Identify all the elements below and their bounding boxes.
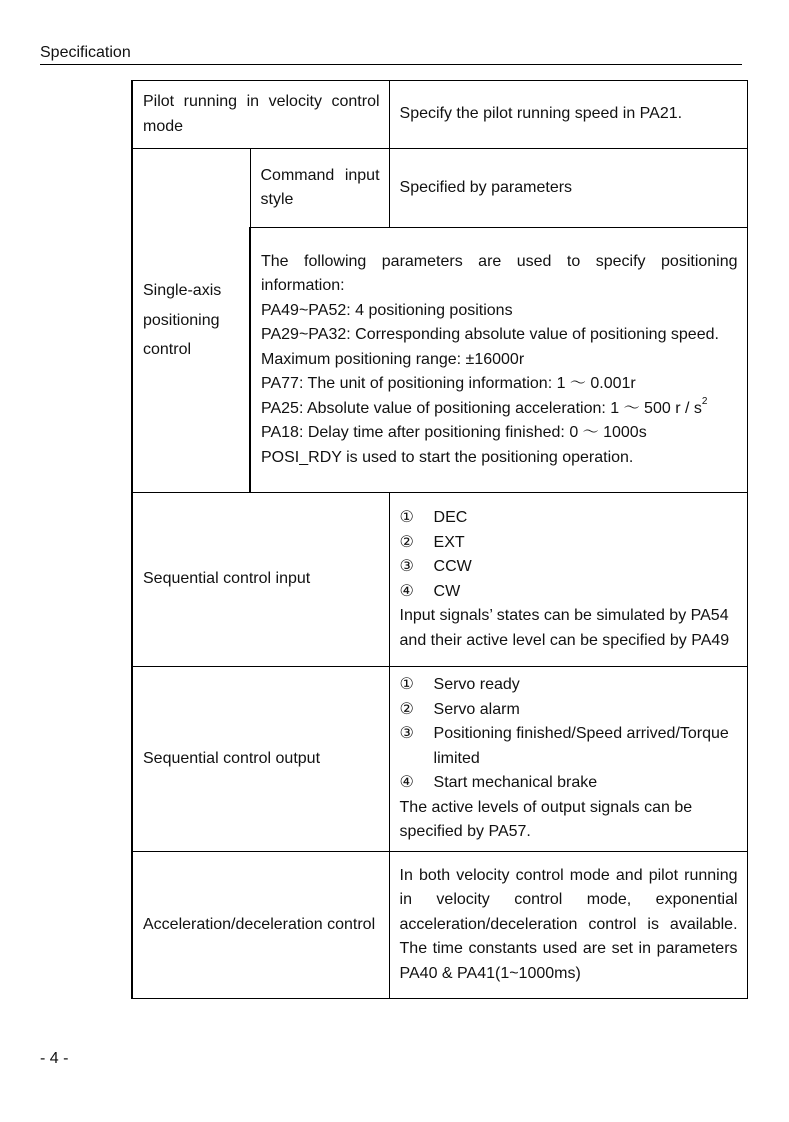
- command-input-style-value: Specified by parameters: [389, 149, 747, 228]
- positioning-line: PA29~PA32: Corresponding absolute value of positioning speed.: [261, 326, 719, 344]
- list-item-text: CCW: [433, 558, 472, 575]
- page-number: - 4 -: [40, 1050, 69, 1067]
- table-row: [132, 149, 747, 228]
- accel-decel-label: Acceleration/deceleration control: [132, 852, 389, 999]
- list-marker: ①: [399, 676, 414, 694]
- command-input-style-label: Command input style: [250, 149, 389, 228]
- list-item-text: Servo alarm: [433, 700, 520, 718]
- header-rule: [40, 64, 742, 65]
- positioning-parameters-cell: [250, 228, 747, 493]
- list-marker: ②: [399, 700, 414, 718]
- positioning-line: Maximum positioning range: ±16000r: [261, 350, 525, 368]
- positioning-line: PA49~PA52: 4 positioning positions: [261, 301, 513, 319]
- positioning-line: PA18: Delay time after positioning finished: 0 ～ 1000s: [261, 424, 647, 442]
- specification-table: [131, 80, 748, 999]
- list-item-text: EXT: [433, 533, 465, 551]
- list-marker: ④: [399, 774, 414, 792]
- list-marker: ③: [399, 725, 414, 743]
- sequential-input-value: [389, 493, 747, 667]
- positioning-line: POSI_RDY is used to start the positioning operation.: [261, 448, 634, 466]
- sequential-output-label: Sequential control output: [132, 667, 389, 852]
- list-item: [400, 698, 738, 723]
- list-marker: ④: [399, 582, 414, 600]
- list-item: [400, 555, 738, 580]
- running-header: Specification: [40, 44, 131, 61]
- list-item: [400, 673, 738, 698]
- accel-decel-value: In both velocity control mode and pilot running in velocity control mode, exponential acceleration/deceleration control is available. The time constants used are set in parameters PA40 & PA41(1~1000ms): [389, 852, 747, 999]
- list-item: [400, 531, 738, 556]
- table-row: [132, 667, 747, 852]
- positioning-accel-line: [261, 397, 738, 422]
- list-item-text: Positioning finished/Speed arrived/Torque limited: [433, 725, 729, 767]
- positioning-line: PA77: The unit of positioning information: 1 ～ 0.001r: [261, 375, 636, 393]
- sequential-output-note: The active levels of output signals can be specified by PA57.: [399, 798, 693, 841]
- list-item: [400, 580, 738, 605]
- positioning-intro: The following parameters are used to specify positioning information:: [261, 252, 738, 295]
- accel-text: PA25: Absolute value of positioning acceleration: 1 ～ 500 r / s: [261, 399, 702, 417]
- list-item-text: CW: [433, 582, 461, 600]
- list-marker: ②: [399, 533, 414, 551]
- table-row: [132, 852, 747, 999]
- list-marker: ③: [399, 558, 414, 575]
- table-row: [132, 493, 747, 667]
- accel-superscript: 2: [701, 396, 708, 408]
- list-item-text: Servo ready: [433, 676, 520, 694]
- single-axis-positioning-label: Single-axis positioning control: [132, 149, 250, 493]
- sequential-input-note: Input signals’ states can be simulated by PA54 and their active level can be specified by PA49: [399, 607, 730, 649]
- list-item: [400, 506, 738, 531]
- pilot-running-value: Specify the pilot running speed in PA21.: [389, 81, 747, 149]
- list-item-text: DEC: [433, 509, 468, 526]
- pilot-running-label: Pilot running in velocity control mode: [132, 81, 389, 149]
- list-item: [400, 771, 738, 796]
- list-item-text: Start mechanical brake: [433, 774, 598, 792]
- sequential-output-value: [389, 667, 747, 852]
- table-row: [132, 81, 747, 149]
- list-marker: ①: [399, 509, 414, 526]
- list-item: [400, 722, 738, 771]
- sequential-input-label: Sequential control input: [132, 493, 389, 667]
